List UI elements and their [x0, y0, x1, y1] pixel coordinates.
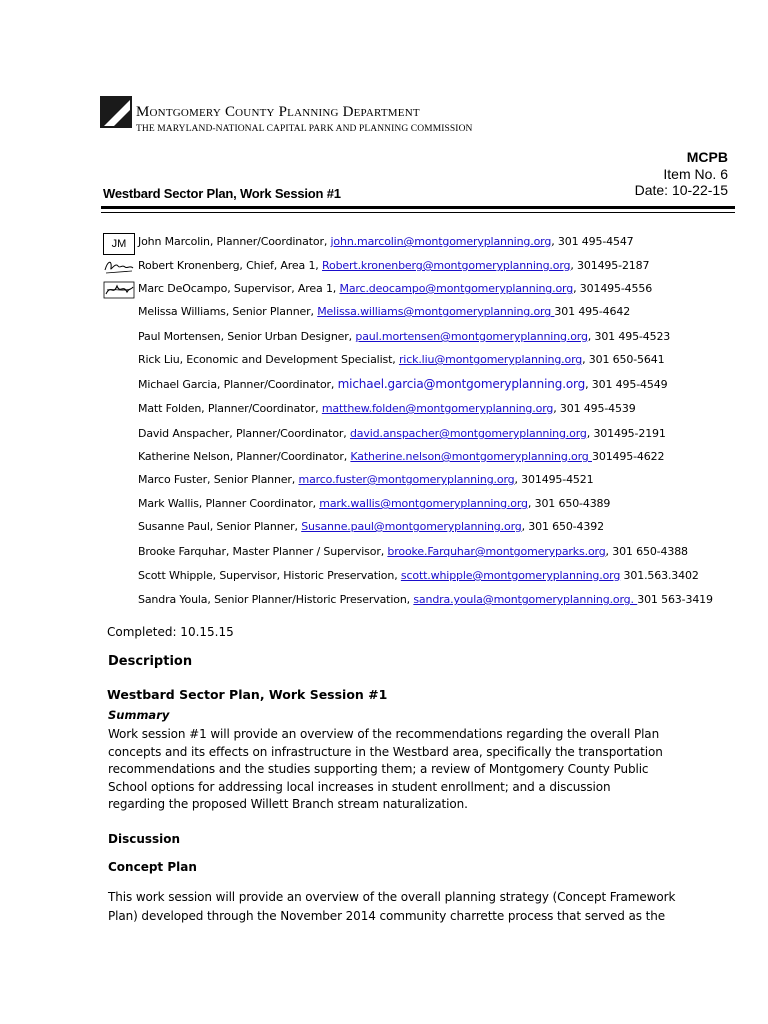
summary-label: Summary [108, 708, 170, 722]
email-link[interactable]: Robert.kronenberg@montgomeryplanning.org [322, 259, 571, 272]
staff-row: Katherine Nelson, Planner/Coordinator, Katherine.nelson@montgomeryplanning.org 301495-4622 [138, 450, 665, 463]
staff-row: Mark Wallis, Planner Coordinator, mark.wallis@montgomeryplanning.org, 301 650-4389 [138, 497, 611, 510]
email-link[interactable]: mark.wallis@montgomeryplanning.org [319, 497, 528, 510]
staff-row: John Marcolin, Planner/Coordinator, john.marcolin@montgomeryplanning.org, 301 495-4547 [138, 235, 634, 248]
commission-name: THE MARYLAND-NATIONAL CAPITAL PARK AND PLANNING COMMISSION [136, 124, 473, 134]
staff-row: David Anspacher, Planner/Coordinator, david.anspacher@montgomeryplanning.org, 301495-2191 [138, 427, 666, 440]
staff-row: Matt Folden, Planner/Coordinator, matthew.folden@montgomeryplanning.org, 301 495-4539 [138, 402, 636, 415]
email-link[interactable]: michael.garcia@montgomeryplanning.org [337, 377, 586, 391]
staff-row: Paul Mortensen, Senior Urban Designer, paul.mortensen@montgomeryplanning.org, 301 495-4523 [138, 330, 671, 343]
staff-row: Melissa Williams, Senior Planner, Melissa.williams@montgomeryplanning.org 301 495-4642 [138, 305, 631, 318]
staff-row: Marc DeOcampo, Supervisor, Area 1, Marc.deocampo@montgomeryplanning.org, 301495-4556 [138, 282, 653, 295]
header-rule-thick [101, 206, 735, 209]
meeting-date: Date: 10-22-15 [634, 182, 728, 198]
staff-row: Brooke Farquhar, Master Planner / Supervisor, brooke.Farquhar@montgomeryparks.org, 301 650-4388 [138, 545, 688, 558]
staff-row: Robert Kronenberg, Chief, Area 1, Robert.kronenberg@montgomeryplanning.org, 301495-2187 [138, 259, 650, 272]
mcpd-logo-icon [100, 96, 132, 128]
email-link[interactable]: david.anspacher@montgomeryplanning.org [349, 427, 587, 440]
description-heading: Description [108, 654, 193, 669]
discussion-heading: Discussion [108, 832, 181, 846]
signature-md-icon [103, 280, 135, 300]
email-link[interactable]: scott.whipple@montgomeryplanning.org [400, 569, 621, 582]
email-link[interactable]: john.marcolin@montgomeryplanning.org [330, 235, 552, 248]
staff-row: Marco Fuster, Senior Planner, marco.fuster@montgomeryplanning.org, 301495-4521 [138, 473, 594, 486]
email-link[interactable]: matthew.folden@montgomeryplanning.org [321, 402, 554, 415]
board-label: MCPB [686, 149, 728, 165]
concept-paragraph: This work session will provide an overview of the overall planning strategy (Concept Framework Plan) developed through the November 2014 community charrette process that served as the [108, 890, 676, 923]
initials-box: JM [103, 233, 135, 255]
concept-plan-heading: Concept Plan [108, 860, 197, 874]
email-link[interactable]: rick.liu@montgomeryplanning.org [398, 353, 583, 366]
email-link[interactable]: Susanne.paul@montgomeryplanning.org [301, 520, 522, 533]
document-title: Westbard Sector Plan, Work Session #1 [103, 186, 341, 201]
item-number: Item No. 6 [663, 166, 728, 182]
email-link[interactable]: marco.fuster@montgomeryplanning.org [298, 473, 515, 486]
department-name: Montgomery County Planning Department [136, 104, 420, 120]
email-link[interactable]: sandra.youla@montgomeryplanning.org. [413, 593, 638, 606]
email-link[interactable]: brooke.Farquhar@montgomeryparks.org [387, 545, 606, 558]
summary-paragraph: Work session #1 will provide an overview of the recommendations regarding the overall Plan concepts and its effects on infrastructure in the Westbard area, specifically the transportation recommendations and the studies supporting them; a review of Montgomery County Public School options for addressing local increases in student enrollment; and a discussion regarding the proposed Willett Branch stream naturalization. [108, 727, 663, 811]
email-link[interactable]: Katherine.nelson@montgomeryplanning.org [350, 450, 592, 463]
staff-row: Susanne Paul, Senior Planner, Susanne.paul@montgomeryplanning.org, 301 650-4392 [138, 520, 604, 533]
email-link[interactable]: Marc.deocampo@montgomeryplanning.org [339, 282, 574, 295]
staff-row: Rick Liu, Economic and Development Specialist, rick.liu@montgomeryplanning.org, 301 650-5641 [138, 353, 665, 366]
email-link[interactable]: Melissa.williams@montgomeryplanning.org [317, 305, 555, 318]
staff-row: Scott Whipple, Supervisor, Historic Preservation, scott.whipple@montgomeryplanning.org 301.563.3402 [138, 569, 699, 582]
email-link[interactable]: paul.mortensen@montgomeryplanning.org [355, 330, 588, 343]
staff-row: Michael Garcia, Planner/Coordinator, michael.garcia@montgomeryplanning.org, 301 495-4549 [138, 377, 668, 391]
header-rule-thin [101, 212, 735, 213]
staff-row: Sandra Youla, Senior Planner/Historic Preservation, sandra.youla@montgomeryplanning.org. 301 563-3419 [138, 593, 713, 606]
signature-rk-icon [103, 256, 135, 276]
completed-date: Completed: 10.15.15 [107, 625, 234, 639]
plan-subheading: Westbard Sector Plan, Work Session #1 [107, 687, 388, 702]
